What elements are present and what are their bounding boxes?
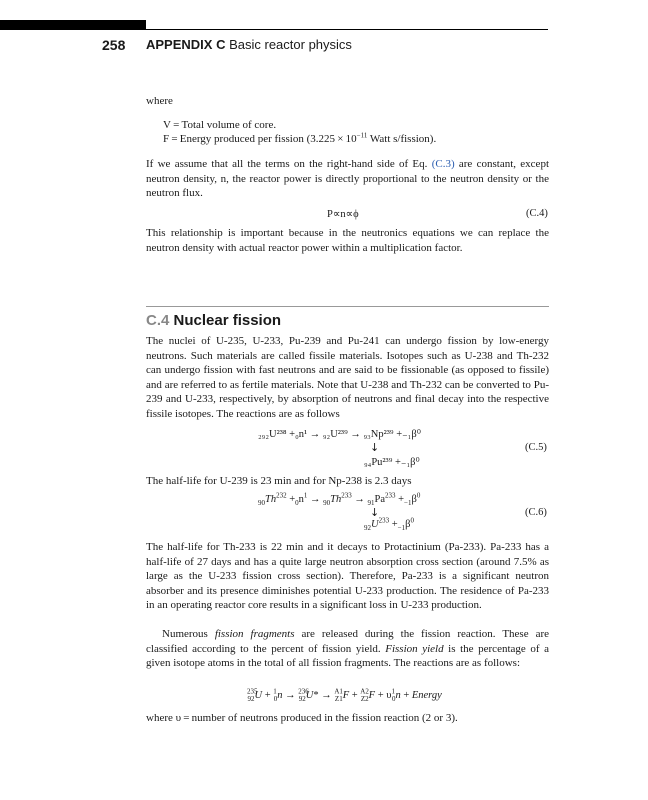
halflife-sentence: The half-life for U-239 is 23 min and for Np-238 is 2.3 days xyxy=(146,475,412,487)
last-line: where υ = number of neutrons produced in the fission reaction (2 or 3). xyxy=(146,712,458,724)
fission-reaction-equation: $^{235}_{92}U + ^1_0n \to ^{236}_{92}U* \to ^{A1}_{Z1}F + ^{A2}_{Z2}F + \upsilon^1_0n$ + Energy xyxy=(247,687,442,704)
equation-c6-label: (C.6) xyxy=(525,507,547,518)
energy-term: Energy xyxy=(411,690,442,701)
equation-c5-label: (C.5) xyxy=(525,442,547,453)
where-label: where xyxy=(146,95,173,107)
equation-c5-line1: ₂₉₂U²³⁸ +₀n¹ → ₉₂U²³⁹ → ₉₃Np²³⁹ +₋₁β⁰ xyxy=(258,429,421,440)
section-title: Nuclear fission xyxy=(173,312,282,329)
decay-arrow-c6: ↓ xyxy=(370,506,380,519)
equation-c4: P∝n∝ϕ xyxy=(327,209,359,220)
section-heading xyxy=(146,312,281,329)
appendix-title: Basic reactor physics xyxy=(229,37,352,52)
equation-c4-label: (C.4) xyxy=(526,208,548,219)
decay-arrow-c5: ↓ xyxy=(370,441,380,454)
equation-c6-line1: $_{90}Th^{232} +_0n^1 \to _{90}Th^{233} \to _{91}Pa^{233} +_{-1}\beta^0$ xyxy=(258,491,421,508)
section-number: C.4 xyxy=(146,312,170,329)
section-rule xyxy=(146,306,549,307)
paragraph-1: If we assume that all the terms on the right-hand side of Eq. (C.3) are constant, except neutron density, n, the reactor power is directly proportional to the neutron density or the neutron flux. xyxy=(146,158,549,200)
paragraph-3: The nuclei of U-235, U-233, Pu-239 and Pu-241 can undergo fission by low-energy neutrons. Such materials are called fissile materials. Isotopes such as U-238 and Th-232 can undergo fission with fast neutrons and are said to be fissionable (as opposed to fissile) and are referred to as fertile materials. Note that U-238 and Th-232 can be converted to Pu-239 and U-233, respectively, by absorption of neutrons and final decay into the respective fissile isotopes. The reactions are as follows xyxy=(146,335,549,420)
paragraph-5: Numerous fission fragments are released during the fission reaction. These are classified according to the percent of fission yield. Fission yield is the percentage of a given isotope atoms in the total of all fission fragments. The reactions are as follows: xyxy=(146,628,549,670)
definition-v: V = Total volume of core. xyxy=(163,119,277,131)
appendix-label: APPENDIX C xyxy=(146,37,226,52)
equation-ref-link[interactable]: (C.3) xyxy=(431,158,455,170)
paragraph-4: The half-life for Th-233 is 22 min and it decays to Protactinium (Pa-233). Pa-233 has a half-life of 27 days and has a quite large neutron absorption cross section (around 7.5% as large as the U-233 fission cross section). Therefore, Pa-233 is a significant neutron absorber and its presence diminishes potential U-233 production. The residence of Pa-233 in an operating reactor core results in a significant loss in U-233 production. xyxy=(146,541,549,612)
equation-c6-line2: $_{92}U^{233} +_{-1}\beta^0$ xyxy=(364,516,414,533)
page-number: 258 xyxy=(102,37,126,53)
running-head xyxy=(146,37,352,52)
header-bar xyxy=(0,20,146,30)
paragraph-2: This relationship is important because in the neutronics equations we can replace the neutron density with actual reactor power within a multiplication factor. xyxy=(146,227,549,254)
header-rule xyxy=(146,29,548,30)
equation-c5-line2: ₉₄Pu²³⁹ +₋₁β⁰ xyxy=(364,457,420,468)
definition-f: F = Energy produced per fission ($3.225 \times 10^{-11}$ Watt s/fission). xyxy=(163,131,437,145)
